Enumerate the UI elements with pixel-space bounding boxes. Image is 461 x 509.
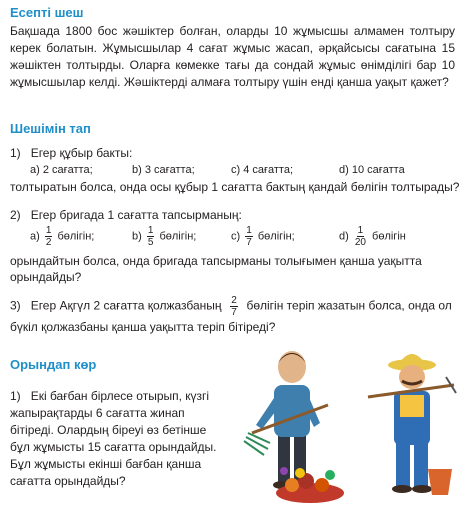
- option-word: бөлігін: [372, 230, 406, 243]
- section-title-try-it: Орындап көр: [10, 357, 97, 372]
- question-2-option-a: [30, 225, 94, 248]
- fraction-denominator: 20: [354, 237, 366, 248]
- fraction-numerator: 1: [147, 225, 154, 236]
- exercise-line-2: жапырақтарды 6 сағатта жинап: [10, 406, 185, 420]
- option-label: b): [132, 230, 142, 243]
- question-3-number: 3): [10, 298, 21, 313]
- question-1-option-d: d) 10 сағатта: [339, 164, 405, 176]
- fraction: [245, 225, 253, 248]
- exercise-line-4: бұл жұмысты 15 сағатта орындайды.: [10, 440, 217, 454]
- fraction-numerator: 1: [45, 225, 52, 236]
- fraction-numerator: 2: [231, 295, 237, 306]
- fraction: [230, 295, 238, 318]
- question-2-option-d: [339, 225, 406, 248]
- question-1-option-b: b) 3 сағатта;: [132, 164, 195, 176]
- question-2-option-b: [132, 225, 196, 248]
- question-1-option-c: c) 4 сағатта;: [231, 164, 294, 176]
- question-3-post: бөлігін теріп жазатын болса, онда ол: [246, 298, 452, 313]
- question-1-option-a: а) 2 сағатта;: [30, 164, 93, 176]
- question-2-stem: [10, 208, 242, 222]
- section-title-find-solution: Шешімін тап: [10, 121, 91, 136]
- fraction: [354, 225, 367, 248]
- question-1-text: Егер құбыр бакты:: [30, 146, 133, 160]
- option-label: d): [339, 230, 349, 243]
- question-3-tail: бүкіл қолжазбаны қанша уақытта теріп бітіреді?: [10, 320, 276, 334]
- option-word: бөлігін;: [159, 230, 197, 243]
- exercise-line-6: сағатта орындайды?: [10, 474, 126, 488]
- question-2-option-c: [231, 225, 295, 248]
- bucket: [428, 469, 452, 495]
- fraction: [45, 225, 53, 248]
- question-2-tail-line-2: орындайды?: [10, 270, 82, 284]
- exercise-line-1: [10, 389, 209, 403]
- fraction-denominator: 2: [45, 237, 52, 248]
- fraction: [147, 225, 155, 248]
- fraction-denominator: 5: [147, 237, 154, 248]
- fraction-denominator: 7: [246, 237, 252, 248]
- question-1-tail: толтыратын болса, онда осы құбыр 1 сағатта бактың қандай бөлігін толтырады?: [10, 180, 460, 194]
- question-1-number: 1): [10, 146, 21, 160]
- leaf-pile: [276, 467, 344, 503]
- question-2-tail-line-1: орындайтын болса, онда бригада тапсырманы толығымен қанша уақытта: [10, 254, 422, 268]
- exercise-number: 1): [10, 389, 21, 403]
- fraction-numerator: 1: [357, 225, 364, 236]
- right-gardener: [368, 354, 456, 495]
- problem-text: Бақшада 1800 бос жәшіктер болған, оларды 10 жұмысшы алмамен толтыру керек болатын. Жұмысшылар 4 сағат жұмыс жасап, әрқайсысы сағатына 15 жәшіктен толтырды. Оларға көмекке тағы да сондай жұмыс өнімділігі бар 10 жұмысшылар келді. Жәшіктерді алмаға толтыру үшін енді қанша уақыт қажет?: [10, 24, 455, 89]
- question-2-number: 2): [10, 208, 21, 222]
- fraction-denominator: 7: [231, 307, 237, 318]
- question-1-stem: [10, 146, 132, 160]
- gardeners-illustration: [240, 345, 460, 505]
- option-word: бөлігін;: [257, 230, 295, 243]
- option-label: а): [30, 230, 40, 243]
- exercise-text: Екі бағбан бірлесе отырып, күзгі: [30, 389, 210, 403]
- fraction-numerator: 1: [246, 225, 252, 236]
- option-word: бөлігін;: [57, 230, 95, 243]
- option-label: c): [231, 230, 241, 243]
- question-2-text: Егер бригада 1 сағатта тапсырманың:: [30, 208, 242, 222]
- exercise-line-3: бітіреді. Олардың біреуі өз бетінше: [10, 423, 207, 437]
- question-3-pre: Егер Ақгүл 2 сағатта қолжазбаның: [30, 298, 222, 313]
- question-3-stem: [10, 295, 452, 318]
- section-title-solve: Есепті шеш: [10, 5, 84, 20]
- exercise-line-5: Бұл жұмысты екінші бағбан қанша: [10, 457, 202, 471]
